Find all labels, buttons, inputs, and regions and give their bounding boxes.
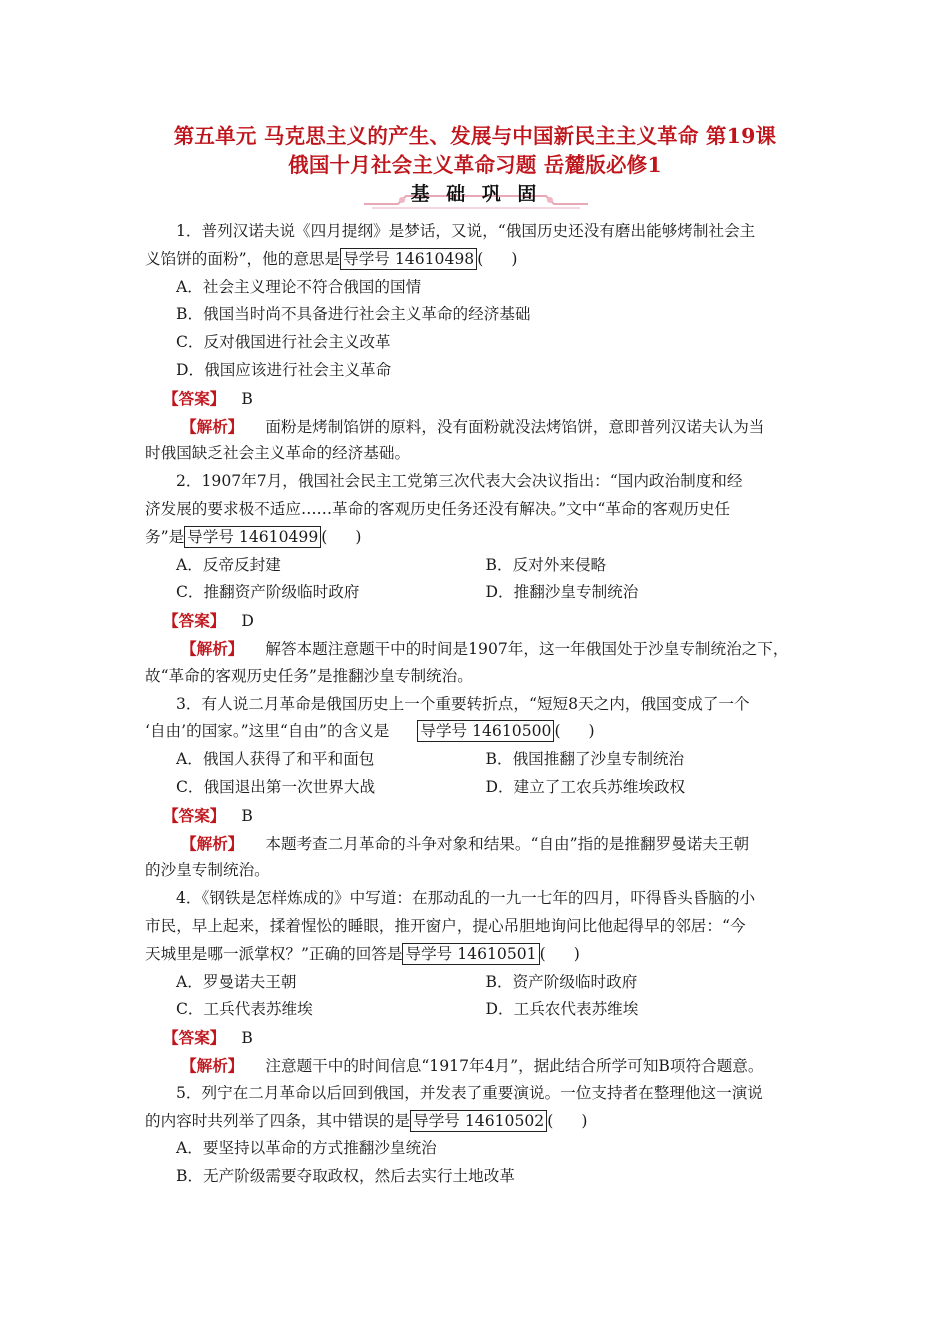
answer-tag: 【答案】 xyxy=(163,388,226,408)
answer-line xyxy=(145,1024,815,1052)
question-2-line: 济发展的要求极不适应……革命的客观历史任务还没有解决。”文中“革命的客观历史任 xyxy=(145,499,731,518)
title-line-2: 俄国十月社会主义革命习题 岳麓版必修1 xyxy=(288,153,662,177)
analysis-line: 时俄国缺乏社会主义革命的经济基础。 xyxy=(145,444,411,463)
analysis-line: 故“革命的客观历史任务”是推翻沙皇专制统治。 xyxy=(145,666,473,685)
guide-number-box: 导学号 14610500 xyxy=(417,720,554,742)
option: C．工兵代表苏维埃 xyxy=(176,1000,313,1019)
option: B．反对外来侵略 xyxy=(485,555,607,574)
answer-value: B xyxy=(241,1029,253,1048)
question-4-line: 4．《钢铁是怎样炼成的》中写道：在那动乱的一九一七年的四月，吓得昏头昏脑的小 xyxy=(176,889,756,908)
question-2-line: 务”是 导学号 14610499 ( ) xyxy=(145,527,362,546)
analysis-line: 【解析】 注意题干中的时间信息“1917年4月”，据此结合所学可知B项符合题意。 xyxy=(181,1055,764,1075)
option: D．工兵农代表苏维埃 xyxy=(485,1000,639,1019)
option-row xyxy=(145,746,815,774)
analysis-line: 的沙皇专制统治。 xyxy=(145,861,270,880)
answer-line xyxy=(145,802,815,830)
analysis-tag: 【解析】 xyxy=(181,638,244,658)
title-line-1: 第五单元 马克思主义的产生、发展与中国新民主主义革命 第19课 xyxy=(173,124,777,148)
analysis-tag: 【解析】 xyxy=(181,1055,244,1075)
guide-number-box: 导学号 14610501 xyxy=(402,943,539,965)
analysis-line: 【解析】 本题考查二月革命的斗争对象和结果。“自由”指的是推翻罗曼诺夫王朝 xyxy=(181,833,750,853)
option: A．社会主义理论不符合俄国的国情 xyxy=(176,277,422,296)
answer-tag: 【答案】 xyxy=(163,611,226,631)
option: C．推翻资产阶级临时政府 xyxy=(176,583,360,602)
option-row xyxy=(145,996,815,1024)
question-3-line: 3．有人说二月革命是俄国历史上一个重要转折点，“短短8天之内，俄国变成了一个 xyxy=(176,694,750,713)
option: B．俄国当时尚不具备进行社会主义革命的经济基础 xyxy=(176,305,531,324)
option: C．俄国退出第一次世界大战 xyxy=(176,777,376,796)
section-heading: 基 础 巩 固 xyxy=(410,183,542,205)
question-4-line: 市民，早上起来，揉着惺忪的睡眼，推开窗户，提心吊胆地询问比他起得早的邻居：“今 xyxy=(145,916,746,935)
answer-line xyxy=(145,385,815,413)
answer-tag: 【答案】 xyxy=(163,1028,226,1048)
guide-number-box: 导学号 14610499 xyxy=(184,526,321,548)
analysis-line: 【解析】 面粉是烤制馅饼的原料，没有面粉就没法烤馅饼，意即普列汉诺夫认为当 xyxy=(181,416,765,436)
option: C．反对俄国进行社会主义改革 xyxy=(176,333,391,352)
question-5-line: 的内容时共列举了四条，其中错误的是 导学号 14610502 ( ) xyxy=(145,1111,588,1130)
question-4-line: 天城里是哪一派掌权？”正确的回答是 导学号 14610501 ( ) xyxy=(145,944,580,963)
section-banner xyxy=(358,177,594,209)
question-3-line: ‘自由’的国家。”这里“自由”的含义是 导学号 14610500 ( ) xyxy=(145,722,595,741)
option: A．罗曼诺夫王朝 xyxy=(176,972,297,991)
analysis-tag: 【解析】 xyxy=(181,416,244,436)
option-row xyxy=(145,579,815,607)
answer-value: B xyxy=(241,806,253,825)
question-list xyxy=(145,218,815,1191)
option: D．俄国应该进行社会主义革命 xyxy=(176,360,392,379)
question-2-line: 2．1907年7月，俄国社会民主工党第三次代表大会决议指出：“国内政治制度和经 xyxy=(176,472,743,491)
option-row xyxy=(145,552,815,580)
guide-number-box: 导学号 14610502 xyxy=(410,1110,547,1132)
option: B．资产阶级临时政府 xyxy=(485,972,638,991)
question-5-line: 5．列宁在二月革命以后回到俄国，并发表了重要演说。一位支持者在整理他这一演说 xyxy=(176,1083,763,1102)
answer-value: D xyxy=(241,612,254,631)
analysis-tag: 【解析】 xyxy=(181,833,244,853)
document-title xyxy=(120,122,830,180)
guide-number-box: 导学号 14610498 xyxy=(340,248,477,270)
option: A．俄国人获得了和平和面包 xyxy=(176,750,375,769)
question-1-line: 1．普列汉诺夫说《四月提纲》是梦话，又说，“俄国历史还没有磨出能够烤制社会主 xyxy=(176,222,756,240)
answer-line xyxy=(145,607,815,635)
option: D．建立了工农兵苏维埃政权 xyxy=(485,777,686,796)
option-row xyxy=(145,969,815,997)
option: A．反帝反封建 xyxy=(176,555,281,574)
option-row xyxy=(145,774,815,802)
question-1-line: 义馅饼的面粉”，他的意思是 导学号 14610498 ( ) xyxy=(145,249,518,268)
option: B．俄国推翻了沙皇专制统治 xyxy=(485,750,685,769)
answer-tag: 【答案】 xyxy=(163,805,226,825)
option: A．要坚持以革命的方式推翻沙皇统治 xyxy=(176,1139,437,1158)
option: D．推翻沙皇专制统治 xyxy=(485,583,639,602)
option: B．无产阶级需要夺取政权，然后去实行土地改革 xyxy=(176,1167,515,1186)
analysis-line: 【解析】 解答本题注意题干中的时间是1907年，这一年俄国处于沙皇专制统治之下， xyxy=(181,638,789,658)
answer-value: B xyxy=(241,389,253,408)
